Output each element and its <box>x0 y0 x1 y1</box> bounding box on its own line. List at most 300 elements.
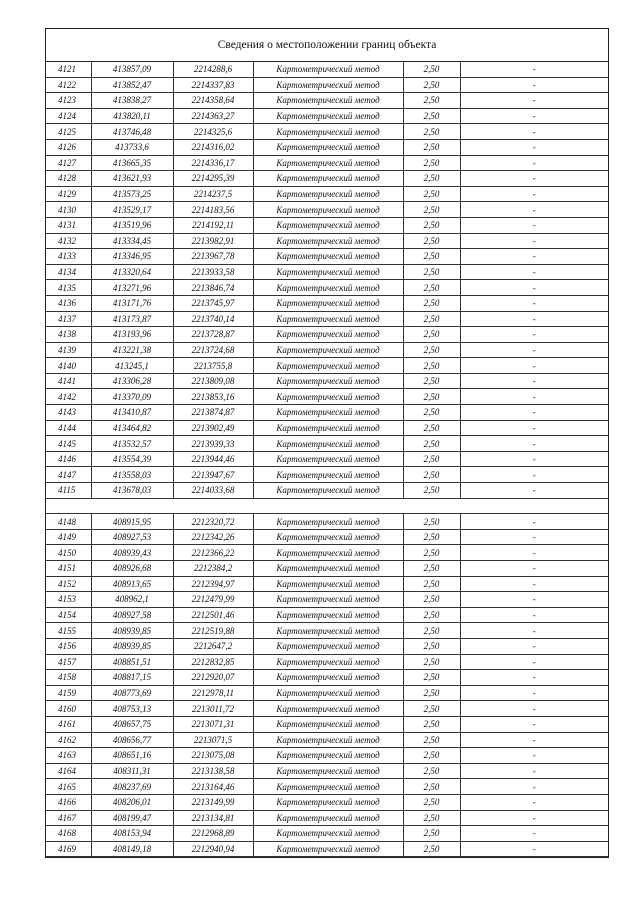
cell-description: - <box>460 139 608 155</box>
cell-accuracy: 2,50 <box>403 420 460 436</box>
cell-coordinate-x: 408656,77 <box>91 732 173 748</box>
cell-coordinate-x: 413678,03 <box>91 483 173 499</box>
cell-coordinate-y: 2212978,11 <box>173 685 253 701</box>
cell-coordinate-y: 2212832,85 <box>173 654 253 670</box>
table-row <box>46 373 608 389</box>
cell-method: Картометрический метод <box>253 124 403 140</box>
cell-coordinate-x: 413193,96 <box>91 327 173 343</box>
cell-method: Картометрический метод <box>253 389 403 405</box>
cell-method: Картометрический метод <box>253 155 403 171</box>
cell-coordinate-y: 2213846,74 <box>173 280 253 296</box>
cell-point-number: 4137 <box>46 311 91 327</box>
cell-method: Картометрический метод <box>253 436 403 452</box>
cell-method: Картометрический метод <box>253 763 403 779</box>
cell-coordinate-y: 2212968,89 <box>173 826 253 842</box>
cell-coordinate-x: 413838,27 <box>91 93 173 109</box>
group-separator-row <box>46 498 608 514</box>
cell-coordinate-x: 413271,96 <box>91 280 173 296</box>
cell-description: - <box>460 810 608 826</box>
cell-description: - <box>460 389 608 405</box>
cell-coordinate-y: 2213149,99 <box>173 794 253 810</box>
cell-coordinate-x: 413857,09 <box>91 62 173 77</box>
cell-coordinate-x: 413410,87 <box>91 405 173 421</box>
cell-point-number: 4142 <box>46 389 91 405</box>
cell-point-number: 4157 <box>46 654 91 670</box>
cell-description: - <box>460 311 608 327</box>
cell-point-number: 4139 <box>46 342 91 358</box>
cell-coordinate-y: 2213809,08 <box>173 373 253 389</box>
cell-point-number: 4154 <box>46 607 91 623</box>
cell-accuracy: 2,50 <box>403 186 460 202</box>
cell-description: - <box>460 716 608 732</box>
sheet-title: Сведения о местоположении границ объекта <box>46 29 608 62</box>
table-row <box>46 794 608 810</box>
cell-description: - <box>460 295 608 311</box>
cell-coordinate-x: 408651,16 <box>91 748 173 764</box>
table-row <box>46 451 608 467</box>
cell-method: Картометрический метод <box>253 327 403 343</box>
cell-coordinate-y: 2214358,64 <box>173 93 253 109</box>
cell-point-number: 4130 <box>46 202 91 218</box>
cell-point-number: 4153 <box>46 592 91 608</box>
cell-method: Картометрический метод <box>253 405 403 421</box>
cell-coordinate-x: 408311,31 <box>91 763 173 779</box>
cell-point-number: 4134 <box>46 264 91 280</box>
cell-method: Картометрический метод <box>253 186 403 202</box>
cell-description: - <box>460 826 608 842</box>
cell-coordinate-y: 2213745,97 <box>173 295 253 311</box>
cell-coordinate-y: 2213944,46 <box>173 451 253 467</box>
cell-accuracy: 2,50 <box>403 794 460 810</box>
cell-coordinate-x: 408153,94 <box>91 826 173 842</box>
table-row <box>46 405 608 421</box>
cell-point-number: 4146 <box>46 451 91 467</box>
cell-accuracy: 2,50 <box>403 233 460 249</box>
cell-point-number: 4122 <box>46 77 91 93</box>
cell-coordinate-x: 408199,47 <box>91 810 173 826</box>
cell-description: - <box>460 607 608 623</box>
table-row <box>46 233 608 249</box>
cell-description: - <box>460 529 608 545</box>
table-row <box>46 202 608 218</box>
cell-accuracy: 2,50 <box>403 748 460 764</box>
cell-method: Картометрический метод <box>253 280 403 296</box>
cell-point-number: 4169 <box>46 841 91 857</box>
table-row <box>46 732 608 748</box>
cell-description: - <box>460 638 608 654</box>
cell-accuracy: 2,50 <box>403 638 460 654</box>
cell-method: Картометрический метод <box>253 670 403 686</box>
cell-accuracy: 2,50 <box>403 654 460 670</box>
cell-accuracy: 2,50 <box>403 358 460 374</box>
cell-coordinate-x: 413245,1 <box>91 358 173 374</box>
cell-coordinate-x: 413554,39 <box>91 451 173 467</box>
cell-coordinate-x: 413529,17 <box>91 202 173 218</box>
table-row <box>46 685 608 701</box>
cell-coordinate-y: 2213874,87 <box>173 405 253 421</box>
cell-coordinate-x: 413665,35 <box>91 155 173 171</box>
cell-point-number: 4165 <box>46 779 91 795</box>
cell-coordinate-y: 2214237,5 <box>173 186 253 202</box>
cell-coordinate-y: 2213011,72 <box>173 701 253 717</box>
cell-accuracy: 2,50 <box>403 732 460 748</box>
cell-description: - <box>460 171 608 187</box>
cell-method: Картометрический метод <box>253 826 403 842</box>
cell-accuracy: 2,50 <box>403 810 460 826</box>
cell-method: Картометрический метод <box>253 139 403 155</box>
cell-method: Картометрический метод <box>253 483 403 499</box>
cell-coordinate-y: 2212519,88 <box>173 623 253 639</box>
table-row <box>46 124 608 140</box>
cell-coordinate-y: 2213967,78 <box>173 249 253 265</box>
cell-coordinate-y: 2214363,27 <box>173 108 253 124</box>
cell-description: - <box>460 451 608 467</box>
cell-description: - <box>460 748 608 764</box>
cell-coordinate-y: 2212920,07 <box>173 670 253 686</box>
cell-description: - <box>460 732 608 748</box>
cell-point-number: 4126 <box>46 139 91 155</box>
cell-coordinate-y: 2214325,6 <box>173 124 253 140</box>
cell-coordinate-x: 413852,47 <box>91 77 173 93</box>
cell-description: - <box>460 342 608 358</box>
cell-accuracy: 2,50 <box>403 436 460 452</box>
cell-description: - <box>460 124 608 140</box>
cell-coordinate-x: 408939,85 <box>91 623 173 639</box>
cell-coordinate-x: 413558,03 <box>91 467 173 483</box>
cell-method: Картометрический метод <box>253 561 403 577</box>
cell-method: Картометрический метод <box>253 794 403 810</box>
cell-coordinate-y: 2212384,2 <box>173 561 253 577</box>
cell-description: - <box>460 155 608 171</box>
cell-description: - <box>460 623 608 639</box>
cell-coordinate-x: 408657,75 <box>91 716 173 732</box>
cell-point-number: 4131 <box>46 217 91 233</box>
cell-accuracy: 2,50 <box>403 545 460 561</box>
table-row <box>46 295 608 311</box>
cell-accuracy: 2,50 <box>403 124 460 140</box>
table-row <box>46 483 608 499</box>
cell-coordinate-y: 2213071,5 <box>173 732 253 748</box>
cell-coordinate-y: 2214295,39 <box>173 171 253 187</box>
cell-coordinate-x: 408915,95 <box>91 514 173 530</box>
cell-coordinate-x: 413573,25 <box>91 186 173 202</box>
table-row <box>46 249 608 265</box>
cell-point-number: 4159 <box>46 685 91 701</box>
cell-method: Картометрический метод <box>253 171 403 187</box>
cell-coordinate-y: 2213939,33 <box>173 436 253 452</box>
cell-coordinate-x: 408149,18 <box>91 841 173 857</box>
cell-accuracy: 2,50 <box>403 202 460 218</box>
cell-point-number: 4140 <box>46 358 91 374</box>
cell-coordinate-x: 413621,93 <box>91 171 173 187</box>
table-row <box>46 779 608 795</box>
cell-coordinate-y: 2213982,91 <box>173 233 253 249</box>
cell-coordinate-x: 408939,85 <box>91 638 173 654</box>
coordinates-table-body <box>46 62 608 857</box>
cell-point-number: 4168 <box>46 826 91 842</box>
cell-coordinate-y: 2212940,94 <box>173 841 253 857</box>
cell-accuracy: 2,50 <box>403 108 460 124</box>
cell-description: - <box>460 592 608 608</box>
cell-coordinate-y: 2214337,83 <box>173 77 253 93</box>
cell-coordinate-y: 2213947,67 <box>173 467 253 483</box>
cell-accuracy: 2,50 <box>403 249 460 265</box>
cell-description: - <box>460 62 608 77</box>
cell-accuracy: 2,50 <box>403 592 460 608</box>
table-row <box>46 280 608 296</box>
cell-method: Картометрический метод <box>253 451 403 467</box>
cell-method: Картометрический метод <box>253 295 403 311</box>
cell-description: - <box>460 420 608 436</box>
cell-method: Картометрический метод <box>253 592 403 608</box>
cell-accuracy: 2,50 <box>403 405 460 421</box>
cell-method: Картометрический метод <box>253 264 403 280</box>
cell-method: Картометрический метод <box>253 779 403 795</box>
cell-coordinate-x: 413464,82 <box>91 420 173 436</box>
table-row <box>46 436 608 452</box>
cell-coordinate-y: 2213138,58 <box>173 763 253 779</box>
cell-point-number: 4121 <box>46 62 91 77</box>
cell-method: Картометрический метод <box>253 233 403 249</box>
cell-coordinate-x: 408926,68 <box>91 561 173 577</box>
cell-accuracy: 2,50 <box>403 467 460 483</box>
cell-method: Картометрический метод <box>253 748 403 764</box>
cell-accuracy: 2,50 <box>403 451 460 467</box>
table-row <box>46 826 608 842</box>
cell-point-number: 4132 <box>46 233 91 249</box>
cell-coordinate-y: 2212320,72 <box>173 514 253 530</box>
boundary-sheet <box>45 28 609 858</box>
cell-description: - <box>460 670 608 686</box>
cell-description: - <box>460 358 608 374</box>
cell-point-number: 4155 <box>46 623 91 639</box>
cell-method: Картометрический метод <box>253 108 403 124</box>
cell-method: Картометрический метод <box>253 623 403 639</box>
cell-coordinate-y: 2213134,81 <box>173 810 253 826</box>
cell-description: - <box>460 654 608 670</box>
cell-point-number: 4164 <box>46 763 91 779</box>
cell-method: Картометрический метод <box>253 249 403 265</box>
cell-description: - <box>460 841 608 857</box>
cell-method: Картометрический метод <box>253 529 403 545</box>
cell-accuracy: 2,50 <box>403 280 460 296</box>
cell-description: - <box>460 217 608 233</box>
cell-coordinate-x: 413370,09 <box>91 389 173 405</box>
table-row <box>46 358 608 374</box>
cell-point-number: 4123 <box>46 93 91 109</box>
cell-coordinate-y: 2213933,58 <box>173 264 253 280</box>
cell-accuracy: 2,50 <box>403 670 460 686</box>
table-row <box>46 155 608 171</box>
cell-coordinate-x: 413173,87 <box>91 311 173 327</box>
cell-coordinate-x: 413519,96 <box>91 217 173 233</box>
cell-method: Картометрический метод <box>253 716 403 732</box>
cell-method: Картометрический метод <box>253 77 403 93</box>
cell-description: - <box>460 576 608 592</box>
cell-coordinate-x: 408962,1 <box>91 592 173 608</box>
cell-description: - <box>460 514 608 530</box>
cell-accuracy: 2,50 <box>403 576 460 592</box>
coordinates-table <box>46 62 608 857</box>
cell-coordinate-y: 2213164,46 <box>173 779 253 795</box>
table-row <box>46 139 608 155</box>
cell-method: Картометрический метод <box>253 576 403 592</box>
cell-method: Картометрический метод <box>253 545 403 561</box>
cell-coordinate-y: 2213755,8 <box>173 358 253 374</box>
table-row <box>46 171 608 187</box>
table-row <box>46 607 608 623</box>
cell-accuracy: 2,50 <box>403 763 460 779</box>
table-row <box>46 638 608 654</box>
cell-coordinate-x: 408939,43 <box>91 545 173 561</box>
cell-accuracy: 2,50 <box>403 561 460 577</box>
cell-coordinate-x: 408913,65 <box>91 576 173 592</box>
cell-accuracy: 2,50 <box>403 264 460 280</box>
table-row <box>46 810 608 826</box>
cell-accuracy: 2,50 <box>403 77 460 93</box>
cell-coordinate-y: 2214033,68 <box>173 483 253 499</box>
cell-accuracy: 2,50 <box>403 483 460 499</box>
cell-coordinate-y: 2214183,56 <box>173 202 253 218</box>
table-row <box>46 545 608 561</box>
cell-point-number: 4160 <box>46 701 91 717</box>
cell-accuracy: 2,50 <box>403 841 460 857</box>
cell-coordinate-y: 2213724,68 <box>173 342 253 358</box>
cell-method: Картометрический метод <box>253 810 403 826</box>
cell-method: Картометрический метод <box>253 311 403 327</box>
cell-coordinate-y: 2214288,6 <box>173 62 253 77</box>
table-row <box>46 841 608 857</box>
cell-method: Картометрический метод <box>253 732 403 748</box>
cell-description: - <box>460 545 608 561</box>
cell-coordinate-x: 408206,01 <box>91 794 173 810</box>
cell-coordinate-x: 408773,69 <box>91 685 173 701</box>
cell-accuracy: 2,50 <box>403 342 460 358</box>
cell-method: Картометрический метод <box>253 841 403 857</box>
table-row <box>46 186 608 202</box>
cell-description: - <box>460 327 608 343</box>
table-row <box>46 716 608 732</box>
cell-coordinate-y: 2213728,87 <box>173 327 253 343</box>
cell-coordinate-x: 413334,45 <box>91 233 173 249</box>
cell-accuracy: 2,50 <box>403 295 460 311</box>
table-row <box>46 108 608 124</box>
cell-point-number: 4156 <box>46 638 91 654</box>
cell-accuracy: 2,50 <box>403 529 460 545</box>
table-row <box>46 327 608 343</box>
cell-method: Картометрический метод <box>253 420 403 436</box>
cell-coordinate-x: 413221,38 <box>91 342 173 358</box>
table-row <box>46 561 608 577</box>
cell-coordinate-y: 2212647,2 <box>173 638 253 654</box>
cell-description: - <box>460 467 608 483</box>
cell-coordinate-x: 408927,58 <box>91 607 173 623</box>
cell-coordinate-x: 413746,48 <box>91 124 173 140</box>
cell-point-number: 4127 <box>46 155 91 171</box>
cell-accuracy: 2,50 <box>403 779 460 795</box>
cell-description: - <box>460 701 608 717</box>
cell-coordinate-y: 2214316,02 <box>173 139 253 155</box>
cell-description: - <box>460 202 608 218</box>
table-row <box>46 389 608 405</box>
table-row <box>46 467 608 483</box>
cell-description: - <box>460 779 608 795</box>
cell-coordinate-x: 413820,11 <box>91 108 173 124</box>
cell-coordinate-y: 2214336,17 <box>173 155 253 171</box>
cell-coordinate-y: 2214192,11 <box>173 217 253 233</box>
cell-method: Картометрический метод <box>253 701 403 717</box>
cell-method: Картометрический метод <box>253 654 403 670</box>
cell-description: - <box>460 264 608 280</box>
cell-point-number: 4163 <box>46 748 91 764</box>
cell-method: Картометрический метод <box>253 373 403 389</box>
cell-description: - <box>460 186 608 202</box>
cell-coordinate-x: 408237,69 <box>91 779 173 795</box>
cell-point-number: 4161 <box>46 716 91 732</box>
table-row <box>46 264 608 280</box>
table-row <box>46 342 608 358</box>
cell-description: - <box>460 763 608 779</box>
table-row <box>46 654 608 670</box>
cell-accuracy: 2,50 <box>403 389 460 405</box>
cell-coordinate-x: 413320,64 <box>91 264 173 280</box>
cell-coordinate-y: 2212501,46 <box>173 607 253 623</box>
cell-method: Картометрический метод <box>253 62 403 77</box>
cell-description: - <box>460 249 608 265</box>
cell-coordinate-y: 2212479,99 <box>173 592 253 608</box>
cell-coordinate-x: 413346,95 <box>91 249 173 265</box>
cell-accuracy: 2,50 <box>403 607 460 623</box>
cell-description: - <box>460 561 608 577</box>
cell-point-number: 4145 <box>46 436 91 452</box>
cell-point-number: 4158 <box>46 670 91 686</box>
cell-coordinate-y: 2212342,26 <box>173 529 253 545</box>
cell-point-number: 4128 <box>46 171 91 187</box>
cell-method: Картометрический метод <box>253 93 403 109</box>
cell-description: - <box>460 93 608 109</box>
cell-point-number: 4138 <box>46 327 91 343</box>
cell-point-number: 4152 <box>46 576 91 592</box>
table-row <box>46 576 608 592</box>
table-row <box>46 529 608 545</box>
cell-accuracy: 2,50 <box>403 373 460 389</box>
cell-point-number: 4141 <box>46 373 91 389</box>
cell-coordinate-y: 2213075,08 <box>173 748 253 764</box>
cell-coordinate-x: 408817,15 <box>91 670 173 686</box>
cell-description: - <box>460 373 608 389</box>
cell-method: Картометрический метод <box>253 467 403 483</box>
cell-point-number: 4125 <box>46 124 91 140</box>
cell-accuracy: 2,50 <box>403 155 460 171</box>
cell-point-number: 4148 <box>46 514 91 530</box>
table-row <box>46 623 608 639</box>
separator-cell <box>46 498 608 514</box>
cell-accuracy: 2,50 <box>403 311 460 327</box>
cell-accuracy: 2,50 <box>403 327 460 343</box>
cell-description: - <box>460 280 608 296</box>
cell-coordinate-y: 2213071,31 <box>173 716 253 732</box>
table-row <box>46 748 608 764</box>
cell-point-number: 4129 <box>46 186 91 202</box>
cell-description: - <box>460 108 608 124</box>
cell-point-number: 4115 <box>46 483 91 499</box>
cell-coordinate-y: 2213740,14 <box>173 311 253 327</box>
table-row <box>46 592 608 608</box>
cell-point-number: 4124 <box>46 108 91 124</box>
cell-description: - <box>460 483 608 499</box>
cell-coordinate-x: 413532,57 <box>91 436 173 452</box>
cell-description: - <box>460 233 608 249</box>
